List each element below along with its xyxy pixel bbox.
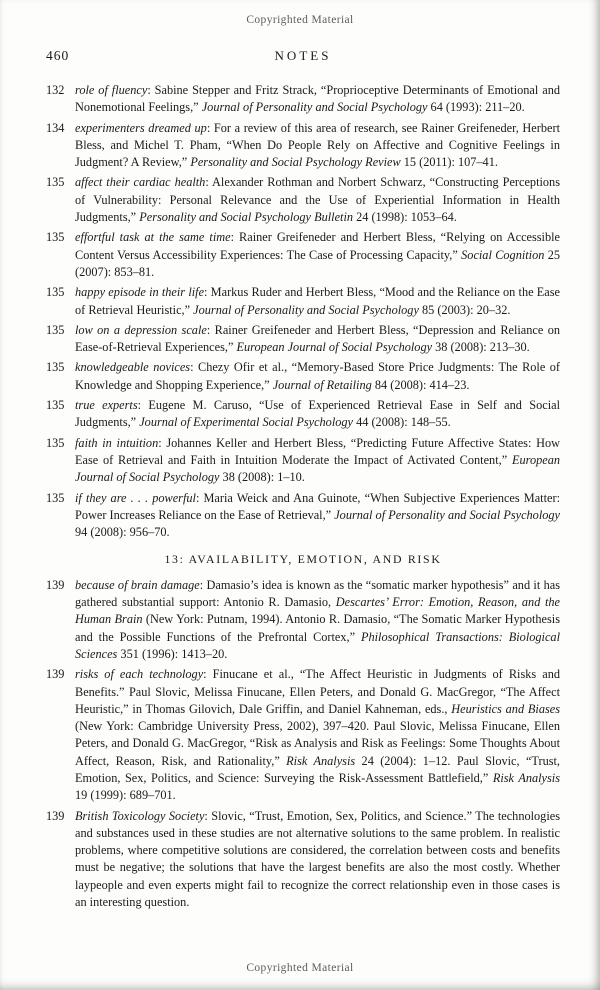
note-entry	[46, 577, 560, 663]
note-segment-italic: Personality and Social Psychology Bulletin	[139, 210, 354, 225]
note-number: 135	[46, 285, 65, 300]
note-segment-italic: Social Cognition	[461, 247, 545, 262]
note-number: 139	[46, 577, 65, 592]
note-segment-italic: British Toxicology Society	[75, 808, 205, 823]
note-segment-italic: if they are . . . powerful	[75, 490, 196, 505]
note-number: 132	[46, 83, 65, 97]
note-number: 135	[46, 175, 65, 190]
note-entry	[46, 435, 560, 487]
note-segment-italic: Descartes’ Error: Emotion, Reason, and the Human Brain	[75, 595, 561, 627]
note-segment: 24 (2004): 1–12. Paul Slovic, “Trust, Emotion, Sex, Politics, and Science: Surveying the Risk-Assessment Battlefield,”	[75, 753, 560, 785]
note-entry	[46, 666, 560, 804]
note-segment-italic: Risk Analysis	[286, 753, 356, 768]
note-text	[75, 359, 560, 394]
note-entry	[46, 174, 560, 226]
note-segment-italic: Personality and Social Psychology Review	[190, 155, 401, 170]
note-entry	[46, 82, 560, 117]
note-segment-italic: Philosophical Transactions: Biological Sciences	[75, 629, 560, 661]
note-segment-italic: Risk Analysis	[492, 770, 560, 785]
section-heading: 13: AVAILABILITY, EMOTION, AND RISK	[164, 552, 442, 567]
note-text	[75, 82, 560, 117]
note-segment: : Sabine Stepper and Fritz Strack, “Proprioceptive Determinants of Emotional and Nonemotional Feelings,”	[75, 83, 560, 115]
note-segment: 84 (2008): 414–23.	[371, 377, 470, 392]
note-segment-italic: knowledgeable novices	[75, 360, 191, 375]
note-segment: : For a review of this area of research, see Rainer Greifeneder, Herbert Bless, and Michel T. Pham, “When Do People Rely on Affective and Cognitive Feelings in Judgment? A Review,”	[75, 120, 560, 170]
note-number: 139	[46, 667, 65, 682]
note-entry	[46, 808, 560, 912]
note-number: 139	[46, 808, 65, 823]
note-segment: : Chezy Ofir et al., “Memory-Based Store Price Judgments: The Role of Knowledge and Shopping Experience,”	[75, 360, 560, 392]
note-segment: 94 (2008): 956–70.	[75, 525, 170, 540]
note-segment-italic: European Journal of Social Psychology	[75, 452, 560, 485]
note-text	[75, 120, 560, 172]
note-segment: 351 (1996): 1413–20.	[117, 646, 228, 661]
note-segment: 24 (1998): 1053–64.	[353, 210, 457, 225]
note-segment-italic: true experts	[75, 398, 138, 413]
note-entry	[46, 322, 560, 357]
note-number: 135	[46, 322, 65, 337]
note-segment: 38 (2008): 1–10.	[219, 470, 305, 485]
note-text	[75, 577, 560, 663]
note-text	[75, 666, 560, 804]
note-segment-italic: Journal of Personality and Social Psychology	[193, 302, 419, 317]
note-segment-italic: Heuristics and Biases	[451, 701, 560, 716]
note-segment-italic: happy episode in their life	[75, 285, 205, 300]
note-segment-italic: Journal of Personality and Social Psychology	[334, 507, 560, 522]
note-segment-italic: because of brain damage	[75, 577, 200, 592]
note-segment: : Johannes Keller and Herbert Bless, “Predicting Future Affective States: How Ease of Retrieval and Faith in Intuition Moderate the Impact of Activated Content,”	[75, 435, 561, 467]
note-segment: : Rainer Greifeneder and Herbert Bless, “Relying on Accessible Content Versus Accessibility Experiences: The Case of Processing Capacity,”	[75, 230, 560, 262]
note-segment: 64 (1993): 211–20.	[427, 100, 525, 115]
running-head: NOTES	[274, 48, 332, 63]
endnotes-list	[46, 82, 560, 911]
note-segment: : Rainer Greifeneder and Herbert Bless, “Depression and Reliance on Ease-of-Retrieval Experiences,”	[75, 322, 561, 355]
note-segment-italic: Journal of Personality and Social Psychology	[201, 100, 428, 115]
note-segment: : Slovic, “Trust, Emotion, Sex, Politics, and Science.” The technologies and substances used in these studies are not alternative solutions to the same problem. In realistic problems, where competitive solutions are considered, the correlation between costs and benefits must be negative; the solutions that have the largest benefits are also the most costly. Whether laypeople and even experts might fail to recognize the correct relationship even in those cases is an interesting question.	[75, 808, 560, 910]
note-number: 135	[46, 435, 65, 450]
note-segment: (New York: Putnam, 1994). Antonio R. Damasio, “The Somatic Marker Hypothesis and the Possible Functions of the Prefrontal Cortex,”	[75, 612, 560, 644]
page-header	[46, 48, 560, 66]
note-segment-italic: risks of each technology	[75, 667, 204, 682]
note-segment: 85 (2003): 20–32.	[418, 302, 511, 317]
note-entry	[46, 284, 560, 319]
note-entry	[46, 229, 560, 281]
note-number: 134	[46, 120, 65, 135]
copyright-notice-top: Copyrighted Material	[246, 14, 354, 26]
note-segment: 19 (1999): 689–701.	[75, 788, 176, 803]
note-number: 135	[46, 360, 65, 375]
note-segment-italic: Journal of Experimental Social Psychology	[139, 415, 353, 430]
note-segment-italic: Journal of Retailing	[272, 377, 372, 392]
note-segment-italic: European Journal of Social Psychology	[236, 340, 433, 355]
note-segment-italic: affect their cardiac health	[75, 175, 206, 190]
note-segment: : Finucane et al., “The Affect Heuristic in Judgments of Risks and Benefits.” Paul Slovic, Melissa Finucane, Ellen Peters, and Donald G. MacGregor, “The Affect Heuristic,” in Thomas Gilovich, Dale Griffin, and Daniel Kahneman, eds.,	[75, 667, 560, 716]
note-segment: : Maria Weick and Ana Guinote, “When Subjective Experiences Matter: Power Increases Reliance on the Ease of Retrieval,”	[75, 490, 560, 522]
note-segment: 25 (2007): 853–81.	[75, 247, 561, 279]
note-segment: : Markus Ruder and Herbert Bless, “Mood and the Reliance on the Ease of Retrieval Heuristic,”	[75, 285, 560, 317]
note-segment-italic: role of fluency	[75, 83, 148, 97]
page-number: 460	[46, 48, 70, 63]
note-segment: : Damasio’s idea is known as the “somatic marker hypothesis” and it has gathered substantial support: Antonio R. Damasio,	[75, 577, 560, 610]
note-entry	[46, 490, 560, 542]
note-segment: (New York: Cambridge University Press, 2002), 397–420. Paul Slovic, Melissa Finucane, Ellen Peters, and Donald G. MacGregor, “Risk as Analysis and Risk as Feelings: Some Thoughts About Affect, Reason, Risk, and Rationality,”	[75, 719, 560, 768]
note-segment: 38 (2008): 213–30.	[432, 340, 530, 355]
note-text	[75, 397, 560, 432]
note-number: 135	[46, 230, 65, 245]
page-content	[0, 48, 600, 911]
note-segment-italic: effortful task at the same time	[75, 230, 231, 245]
note-text	[75, 284, 560, 319]
note-segment: 15 (2011): 107–41.	[400, 155, 498, 170]
note-segment: 44 (2008): 148–55.	[353, 415, 451, 430]
note-segment-italic: low on a depression scale	[75, 322, 207, 337]
note-number: 135	[46, 398, 65, 413]
note-segment: : Eugene M. Caruso, “Use of Experienced Retrieval Ease in Self and Social Judgments,”	[75, 398, 560, 430]
note-number: 135	[46, 490, 65, 505]
note-segment: : Alexander Rothman and Norbert Schwarz, “Constructing Perceptions of Vulnerability: Personal Relevance and the Use of Experiential Information in Health Judgments,”	[75, 175, 560, 225]
note-text	[75, 174, 560, 226]
note-text	[75, 435, 560, 487]
note-entry	[46, 120, 560, 172]
note-entry	[46, 359, 560, 394]
copyright-notice-bottom: Copyrighted Material	[246, 962, 354, 974]
note-segment-italic: faith in intuition	[75, 435, 159, 450]
note-text	[75, 490, 560, 542]
note-text	[75, 322, 560, 357]
note-entry	[46, 397, 560, 432]
note-text	[75, 229, 560, 281]
note-text	[75, 808, 560, 912]
note-segment-italic: experimenters dreamed up	[75, 120, 207, 135]
